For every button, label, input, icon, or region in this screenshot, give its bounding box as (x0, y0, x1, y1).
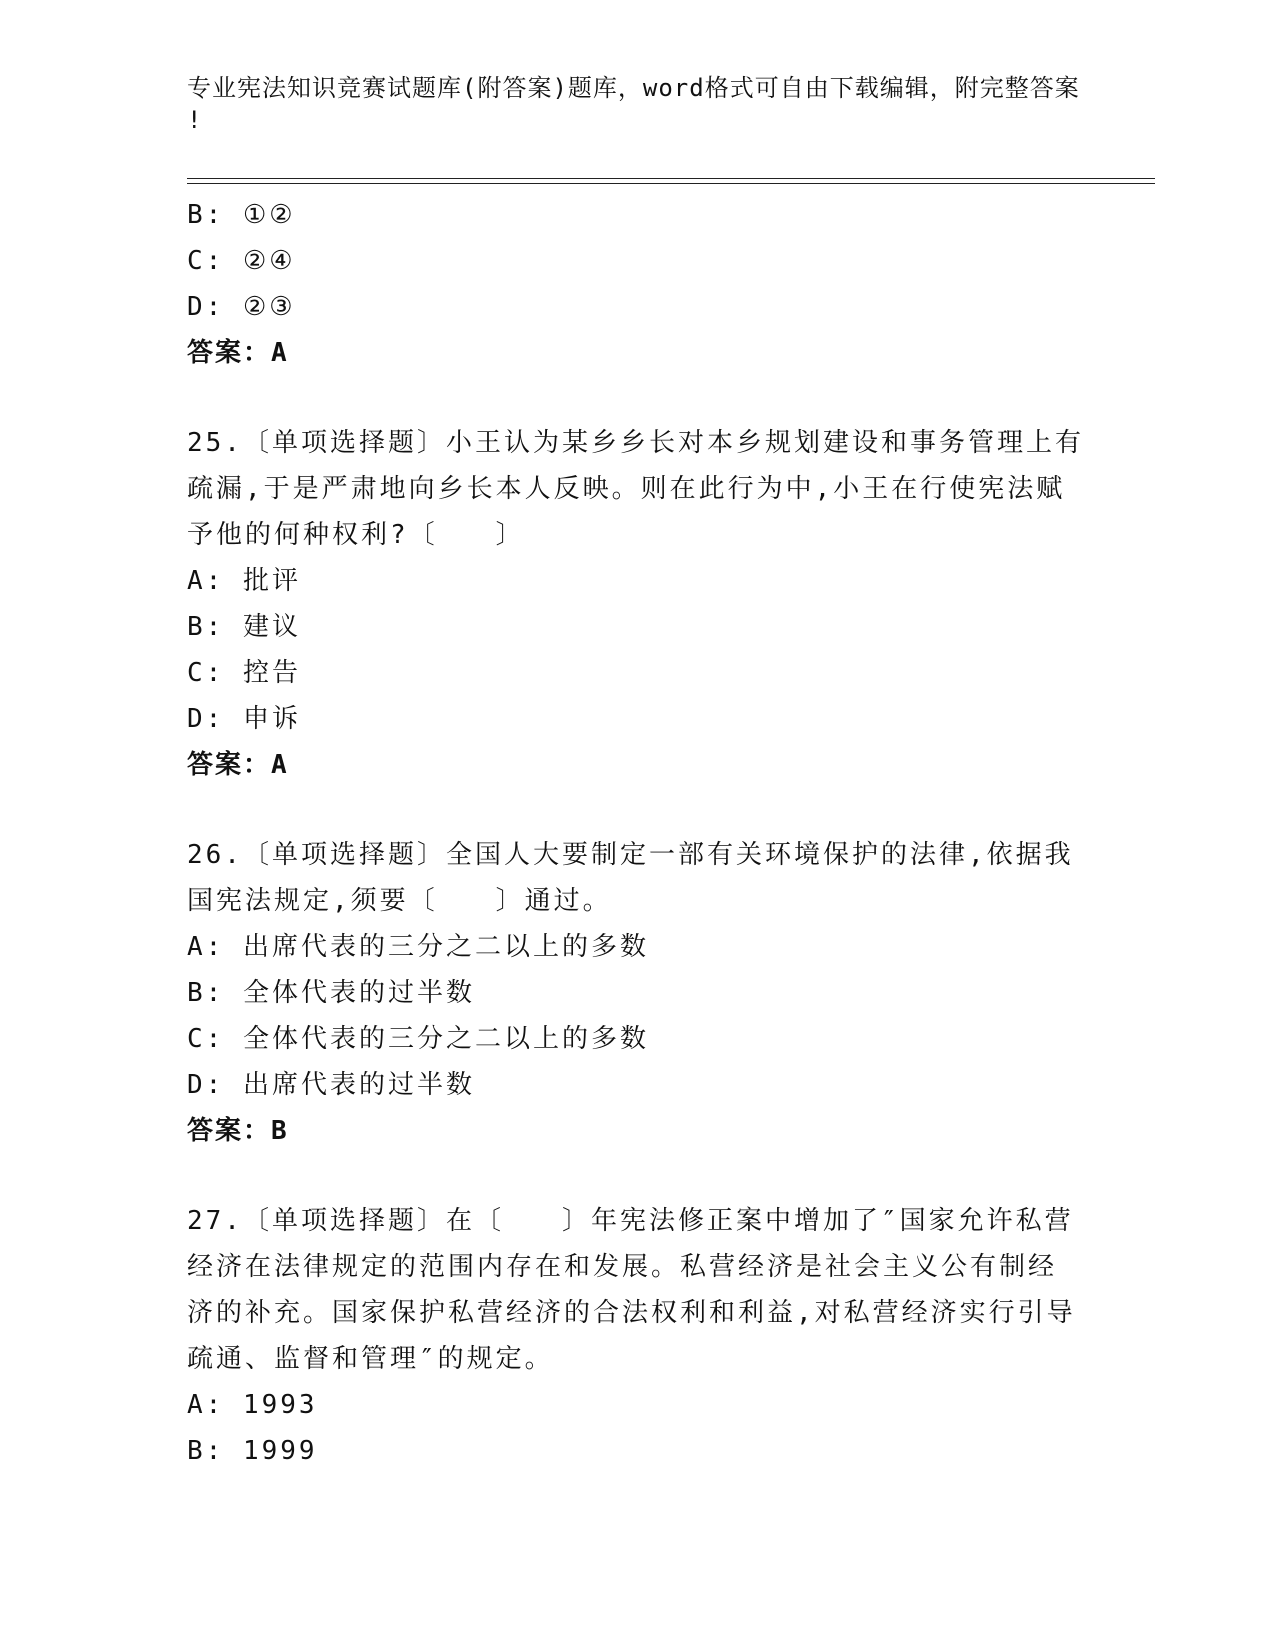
option-text: ②③ (242, 292, 296, 322)
option-label: B (187, 978, 206, 1008)
option-text: 批评 (242, 566, 301, 596)
option-text: 全体代表的过半数 (242, 978, 475, 1008)
stem-line-2: 经济在法律规定的范围内存在和发展。私营经济是社会主义公有制经 (187, 1252, 1058, 1282)
option-c: C: 控告 (187, 658, 301, 688)
option-a: A: 1993 (187, 1390, 318, 1420)
question-number: 27. (187, 1206, 243, 1236)
question-stem (187, 832, 1087, 924)
carryover-question (187, 192, 1087, 376)
answer-value: B (271, 1116, 289, 1146)
option-label: D (187, 1070, 206, 1100)
answer-line (187, 742, 1087, 788)
option-a: A: 批评 (187, 566, 301, 596)
header-title-line2: ! (187, 106, 203, 134)
answer-value: A (271, 338, 289, 368)
answer-line (187, 330, 1087, 376)
stem-line-3: 济的补充。国家保护私营经济的合法权利和利益,对私营经济实行引导 (187, 1298, 1076, 1328)
option-text: 出席代表的过半数 (242, 1070, 475, 1100)
option-label: B (187, 612, 206, 642)
question-number: 25. (187, 428, 243, 458)
option-text: ②④ (242, 246, 296, 276)
option-text: 申诉 (242, 704, 301, 734)
option-d: D: ②③ (187, 292, 296, 322)
option-text: ①② (242, 200, 296, 230)
header-title-line1: 专业宪法知识竞赛试题库(附答案)题库，word格式可自由下载编辑，附完整答案 (187, 74, 1080, 102)
option-label: A (187, 1390, 206, 1420)
question-type: 〔单项选择题〕 (242, 840, 446, 870)
option-b: B: 建议 (187, 612, 301, 642)
stem-line-1 (187, 420, 1087, 466)
option-d: D: 申诉 (187, 704, 301, 734)
option-text: 控告 (242, 658, 301, 688)
option-label: D (187, 704, 206, 734)
option-b: B: 1999 (187, 1436, 318, 1466)
stem-line-2: 国宪法规定,须要〔 〕通过。 (187, 886, 612, 916)
stem-line-2: 疏漏,于是严肃地向乡长本人反映。则在此行为中,小王在行使宪法赋 (187, 474, 1066, 504)
answer-line (187, 1108, 1087, 1154)
option-label: A (187, 566, 206, 596)
answer-value: A (271, 750, 289, 780)
stem-text: 小王认为某乡乡长对本乡规划建设和事务管理上有 (445, 428, 1084, 458)
option-label: B (187, 1436, 206, 1466)
question-number: 26. (187, 840, 243, 870)
stem-line-3: 予他的何种权利?〔 〕 (187, 520, 525, 550)
document-body (187, 192, 1087, 1474)
option-label: A (187, 932, 206, 962)
option-text: 1999 (242, 1436, 318, 1466)
stem-text: 全国人大要制定一部有关环境保护的法律,依据我 (445, 840, 1074, 870)
stem-line-1 (187, 1198, 1087, 1244)
option-text: 全体代表的三分之二以上的多数 (242, 1024, 649, 1054)
question-type: 〔单项选择题〕 (242, 1206, 446, 1236)
question-25 (187, 420, 1087, 788)
header-divider-top (187, 178, 1155, 179)
option-text: 建议 (242, 612, 301, 642)
question-27 (187, 1198, 1087, 1474)
option-c: C: 全体代表的三分之二以上的多数 (187, 1024, 649, 1054)
option-label: D (187, 292, 206, 322)
option-d: D: 出席代表的过半数 (187, 1070, 475, 1100)
header-divider-bottom (187, 183, 1155, 184)
option-c: C: ②④ (187, 246, 296, 276)
option-label: C (187, 1024, 206, 1054)
option-label: C (187, 658, 206, 688)
answer-label: 答案： (187, 750, 272, 780)
option-b: B: ①② (187, 200, 296, 230)
stem-line-4: 疏通、监督和管理″的规定。 (187, 1344, 554, 1374)
answer-label: 答案： (187, 338, 272, 368)
page-header (187, 72, 1087, 136)
option-a: A: 出席代表的三分之二以上的多数 (187, 932, 649, 962)
option-label: C (187, 246, 206, 276)
question-stem (187, 1198, 1087, 1382)
question-26 (187, 832, 1087, 1154)
option-label: B (187, 200, 206, 230)
answer-label: 答案： (187, 1116, 272, 1146)
option-text: 出席代表的三分之二以上的多数 (242, 932, 649, 962)
question-stem (187, 420, 1087, 558)
option-b: B: 全体代表的过半数 (187, 978, 475, 1008)
question-type: 〔单项选择题〕 (242, 428, 446, 458)
option-text: 1993 (242, 1390, 318, 1420)
stem-line-1 (187, 832, 1087, 878)
stem-text: 在〔 〕年宪法修正案中增加了″国家允许私营 (445, 1206, 1074, 1236)
